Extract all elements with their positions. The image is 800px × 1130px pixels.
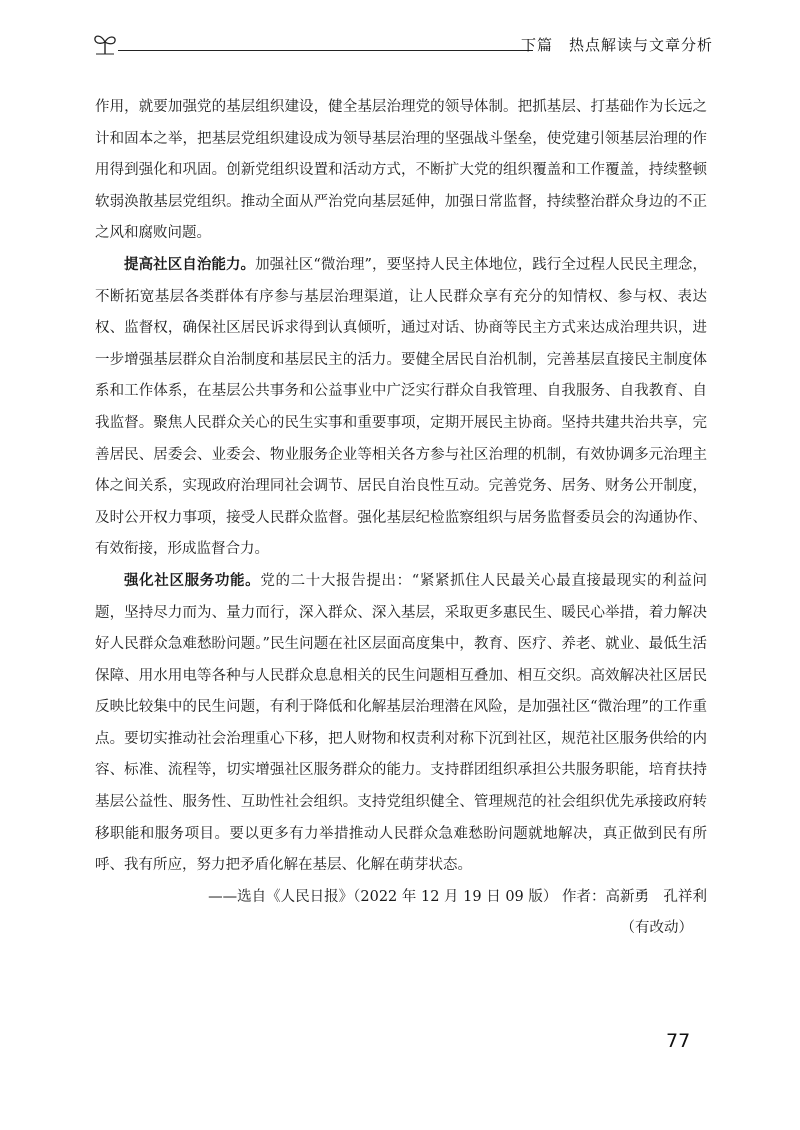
- sprout-icon: [92, 32, 118, 56]
- paragraph-3-lead: 强化社区服务功能。: [124, 572, 261, 589]
- article-body: [95, 92, 707, 945]
- paragraph-3-text: 党的二十大报告提出：“紧紧抓住人民最关心最直接最现实的利益问题，坚持尽力而为、量力而行，深入群众、深入基层，采取更多惠民生、暖民心举措，着力解决好人民群众急难愁盼问题。”民生问题在社区层面高度集中，教育、医疗、养老、就业、最低生活保障、用水用电等各种与人民群众息息相关的民生问题相互叠加、相互交织。高效解决社区居民反映比较集中的民生问题，有利于降低和化解基层治理潜在风险，是加强社区“微治理”的工作重点。要切实推动社会治理重心下移，把人财物和权责利对称下沉到社区，规范社区服务供给的内容、标准、流程等，切实增强社区服务群众的能力。支持群团组织承担公共服务职能，培育扶持基层公益性、服务性、互助性社会组织。支持党组织健全、管理规范的社会组织优先承接政府转移职能和服务项目。要以更多有力举措推动人民群众急难愁盼问题就地解决，真正做到民有所呼、我有所应，努力把矛盾化解在基层、化解在萌芽状态。: [95, 572, 707, 874]
- edit-note: （有改动）: [620, 920, 693, 937]
- header-title: 下篇 热点解读与文章分析: [520, 36, 713, 54]
- header-rule: [118, 50, 533, 51]
- paragraph-1: 作用，就要加强党的基层组织建设，健全基层治理党的领导体制。把抓基层、打基础作为长远之计和固本之举，把基层党组织建设成为领导基层治理的坚强战斗堡垒，使党建引领基层治理的作用得到强化和巩固。创新党组织设置和活动方式，不断扩大党的组织覆盖和工作覆盖，持续整顿软弱涣散基层党组织。推动全面从严治党向基层延伸，加强日常监督，持续整治群众身边的不正之风和腐败问题。: [95, 99, 707, 242]
- paragraph-2-text: 加强社区“微治理”，要坚持人民主体地位，践行全过程人民民主理念，不断拓宽基层各类群体有序参与基层治理渠道，让人民群众享有充分的知情权、参与权、表达权、监督权，确保社区居民诉求得到认真倾听，通过对话、协商等民主方式来达成治理共识，进一步增强基层群众自治制度和基层民主的活力。要健全居民自治机制，完善基层直接民主制度体系和工作体系，在基层公共事务和公益事业中广泛实行群众自我管理、自我服务、自我教育、自我监督。聚焦人民群众关心的民生实事和重要事项，定期开展民主协商。坚持共建共治共享，完善居民、居委会、业委会、物业服务企业等相关各方参与社区治理的机制，有效协调多元治理主体之间关系，实现政府治理同社会调节、居民自治良性互动。完善党务、居务、财务公开制度，及时公开权力事项，接受人民群众监督。强化基层纪检监察组织与居务监督委员会的沟通协作、有效衔接，形成监督合力。: [95, 256, 708, 558]
- paragraph-2: [95, 250, 707, 566]
- running-header: [88, 32, 713, 62]
- paragraph-3: [95, 566, 707, 882]
- page-number: 77: [666, 1030, 691, 1052]
- source-citation: ——选自《人民日报》（2022 年 12 月 19 日 09 版） 作者：高新勇 孔祥利: [208, 888, 707, 905]
- paragraph-2-lead: 提高社区自治能力。: [124, 256, 256, 273]
